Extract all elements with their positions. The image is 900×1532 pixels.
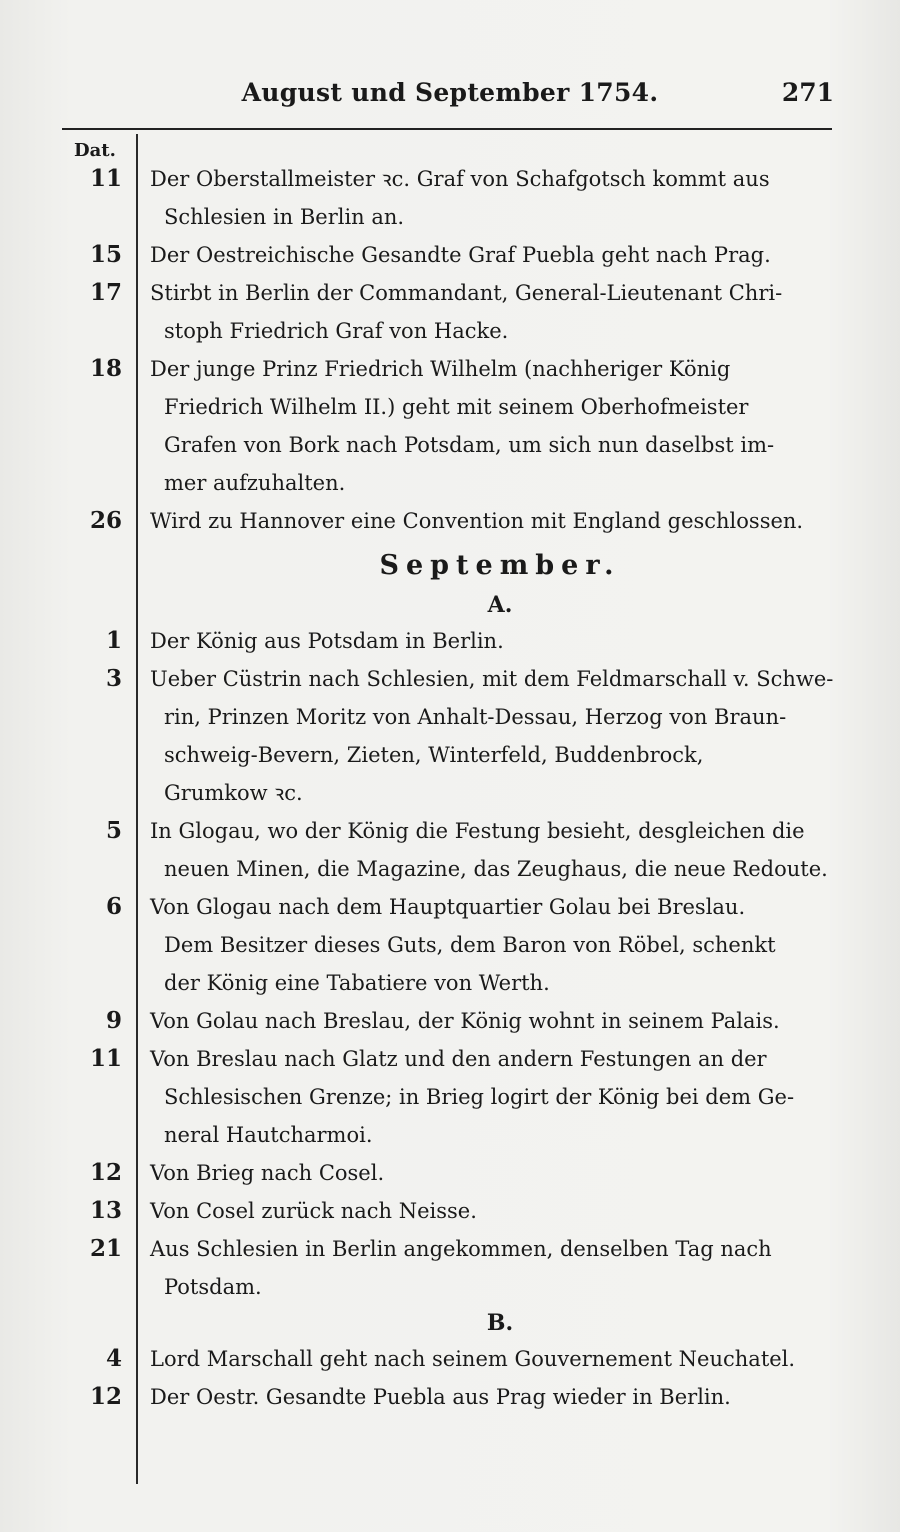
chronicle-entry [60, 1002, 850, 1040]
entry-text [150, 888, 850, 1002]
entry-text [150, 1154, 850, 1192]
entry-text [150, 1378, 850, 1416]
entry-line: Ueber Cüstrin nach Schlesien, mit dem Feldmarschall v. Schwe- [150, 667, 834, 691]
chronicle-entry [60, 812, 850, 888]
entry-text [150, 160, 850, 236]
entry-day: 4 [105, 1345, 122, 1372]
entry-line: Grafen von Bork nach Potsdam, um sich nun daselbst im- [164, 433, 775, 457]
entry-line: Von Cosel zurück nach Neisse. [150, 1199, 477, 1223]
chronicle-entry [60, 236, 850, 274]
entry-text [150, 660, 850, 812]
entry-line: Der junge Prinz Friedrich Wilhelm (nachheriger König [150, 357, 731, 381]
entry-text [150, 1040, 850, 1154]
chronicle-entry [60, 274, 850, 350]
entry-day: 26 [89, 507, 122, 534]
entry-line: Potsdam. [164, 1275, 262, 1299]
entry-day: 6 [105, 893, 122, 920]
entry-line: Von Golau nach Breslau, der König wohnt in seinem Palais. [150, 1009, 780, 1033]
entry-day: 13 [89, 1197, 122, 1224]
entry-line: In Glogau, wo der König die Festung besieht, desgleichen die [150, 819, 805, 843]
entry-day: 12 [89, 1383, 122, 1410]
entry-day: 18 [89, 355, 122, 382]
entry-line: Der Oestreichische Gesandte Graf Puebla geht nach Prag. [150, 243, 771, 267]
chronicle-entry [60, 160, 850, 236]
entry-text [150, 502, 850, 540]
september-a-entries [60, 622, 850, 1306]
chronicle-body [60, 160, 850, 1416]
entry-line: Wird zu Hannover eine Convention mit England geschlossen. [150, 509, 804, 533]
chronicle-entry [60, 1154, 850, 1192]
chronicle-entry [60, 1230, 850, 1306]
entry-day: 9 [105, 1007, 122, 1034]
entry-text [150, 350, 850, 502]
entry-day: 21 [89, 1235, 122, 1262]
entry-line: schweig-Bevern, Zieten, Winterfeld, Buddenbrock, [164, 743, 704, 767]
entry-line: Der Oberstallmeister ꝛc. Graf von Schafgotsch kommt aus [150, 167, 770, 191]
section-a-heading: A. [487, 592, 513, 618]
entry-line: Friedrich Wilhelm II.) geht mit seinem Oberhofmeister [164, 395, 749, 419]
chronicle-entry [60, 350, 850, 502]
section-b-heading: B. [486, 1310, 514, 1336]
entry-text [150, 274, 850, 350]
month-heading-september: September. [379, 550, 621, 581]
chronicle-entry [60, 1040, 850, 1154]
chronicle-entry [60, 502, 850, 540]
entry-day: 15 [89, 241, 122, 268]
page-title: August und September 1754. [241, 78, 659, 107]
entry-day: 17 [89, 279, 122, 306]
entry-text [150, 1192, 850, 1230]
entry-line: der König eine Tabatiere von Werth. [164, 971, 550, 995]
entry-text [150, 622, 850, 660]
september-b-entries [60, 1340, 850, 1416]
entry-line: mer aufzuhalten. [164, 471, 346, 495]
page-number: 271 [781, 78, 834, 107]
entry-line: rin, Prinzen Moritz von Anhalt-Dessau, Herzog von Braun- [164, 705, 787, 729]
entry-line: Aus Schlesien in Berlin angekommen, denselben Tag nach [150, 1237, 772, 1261]
entry-line: stoph Friedrich Graf von Hacke. [164, 319, 509, 343]
august-entries [60, 160, 850, 540]
chronicle-entry [60, 1340, 850, 1378]
entry-text [150, 1340, 850, 1378]
entry-line: Von Brieg nach Cosel. [150, 1161, 385, 1185]
entry-line: Schlesien in Berlin an. [164, 205, 405, 229]
entry-line: Lord Marschall geht nach seinem Gouvernement Neuchatel. [150, 1347, 796, 1371]
entry-text [150, 812, 850, 888]
entry-day: 12 [89, 1159, 122, 1186]
entry-line: Stirbt in Berlin der Commandant, General-Lieutenant Chri- [150, 281, 783, 305]
chronicle-entry [60, 888, 850, 1002]
entry-text [150, 236, 850, 274]
entry-day: 5 [105, 817, 122, 844]
entry-line: neuen Minen, die Magazine, das Zeughaus, die neue Redoute. [164, 857, 828, 881]
entry-day: 11 [89, 165, 122, 192]
entry-line: Von Glogau nach dem Hauptquartier Golau bei Breslau. [150, 895, 746, 919]
entry-line: Von Breslau nach Glatz und den andern Festungen an der [150, 1047, 767, 1071]
entry-line: Schlesischen Grenze; in Brieg logirt der König bei dem Ge- [164, 1085, 795, 1109]
entry-line: Dem Besitzer dieses Guts, dem Baron von Röbel, schenkt [164, 933, 776, 957]
chronicle-entry [60, 1378, 850, 1416]
entry-text [150, 1230, 850, 1306]
entry-text [150, 1002, 850, 1040]
entry-day: 1 [105, 627, 122, 654]
entry-line: Der Oestr. Gesandte Puebla aus Prag wieder in Berlin. [150, 1385, 731, 1409]
header-rule [62, 128, 832, 130]
entry-line: neral Hautcharmoi. [164, 1123, 373, 1147]
entry-day: 3 [105, 665, 122, 692]
chronicle-entry [60, 1192, 850, 1230]
running-header [60, 78, 840, 118]
date-column-label: Dat. [74, 140, 116, 161]
chronicle-entry [60, 660, 850, 812]
entry-day: 11 [89, 1045, 122, 1072]
entry-line: Grumkow ꝛc. [164, 781, 303, 805]
entry-line: Der König aus Potsdam in Berlin. [150, 629, 504, 653]
chronicle-entry [60, 622, 850, 660]
